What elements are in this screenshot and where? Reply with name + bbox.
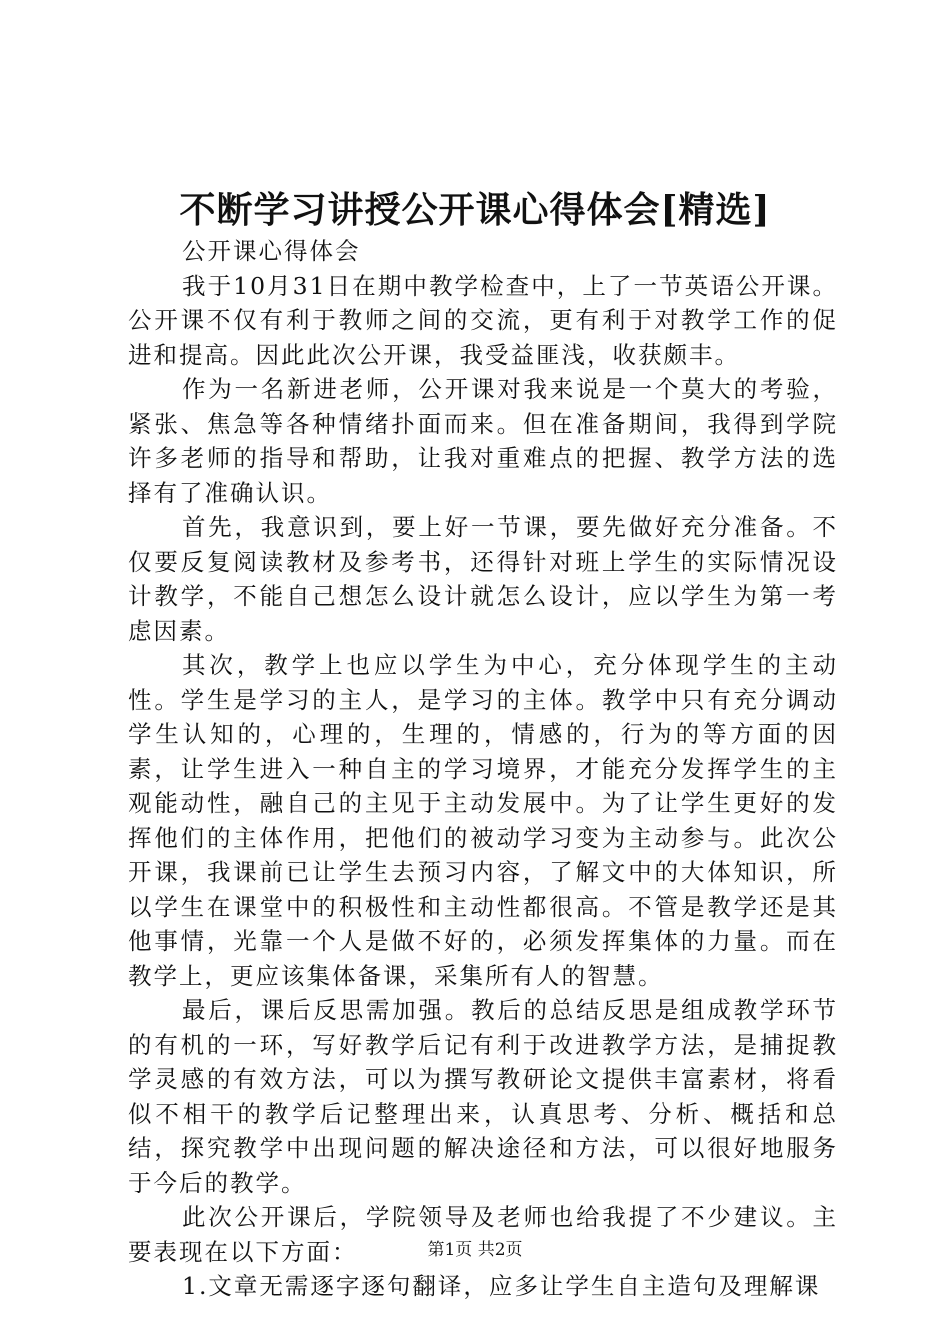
document-title: 不断学习讲授公开课心得体会[精选] — [179, 189, 771, 231]
paragraph: 其次，教学上也应以学生为中心，充分体现学生的主动性。学生是学习的主人，是学习的主体。教学中只有充分调动学生认知的，心理的，生理的，情感的，行为的等方面的因素，让学生进入一种自主的学习境界，才能充分发挥学生的主观能动性，融自己的主见于主动发展中。为了让学生更好的发挥他们的主体作用，把他们的被动学习变为主动参与。此次公开课，我课前已让学生去预习内容，了解文中的大体知识，所以学生在课堂中的积极性和主动性都很高。不管是教学还是其他事情，光靠一个人是做不好的，必须发挥集体的力量。而在教学上，更应该集体备课，采集所有人的智慧。 — [128, 651, 838, 990]
page-number-footer: 第1页 共2页 — [427, 1240, 523, 1260]
paragraph: 公开课心得体会 — [182, 237, 361, 265]
paragraph: 最后，课后反思需加强。教后的总结反思是组成教学环节的有机的一环，写好教学后记有利于改进教学方法，是捕捉教学灵感的有效方法，可以为撰写教研论文提供丰富素材，将看似不相干的教学后记整理出来，认真思考、分析、概括和总结，探究教学中出现问题的解决途径和方法，可以很好地服务于今后的教学。 — [128, 996, 838, 1197]
paragraph: 首先，我意识到，要上好一节课，要先做好充分准备。不仅要反复阅读教材及参考书，还得针对班上学生的实际情况设计教学，不能自己想怎么设计就怎么设计，应以学生为第一考虑因素。 — [128, 513, 838, 645]
paragraph: 此次公开课后，学院领导及老师也给我提了不少建议。主要表现在以下方面： — [128, 1203, 838, 1266]
paragraph: 我于10月31日在期中教学检查中，上了一节英语公开课。公开课不仅有利于教师之间的交流，更有利于对教学工作的促进和提高。因此此次公开课，我受益匪浅，收获颇丰。 — [128, 271, 838, 369]
paragraph: 1.文章无需逐字逐句翻译，应多让学生自主造句及理解课 — [182, 1272, 821, 1300]
document-body — [128, 234, 838, 1304]
paragraph: 作为一名新进老师，公开课对我来说是一个莫大的考验，紧张、焦急等各种情绪扑面而来。但在准备期间，我得到学院许多老师的指导和帮助，让我对重难点的把握、教学方法的选择有了准确认识。 — [128, 375, 838, 507]
